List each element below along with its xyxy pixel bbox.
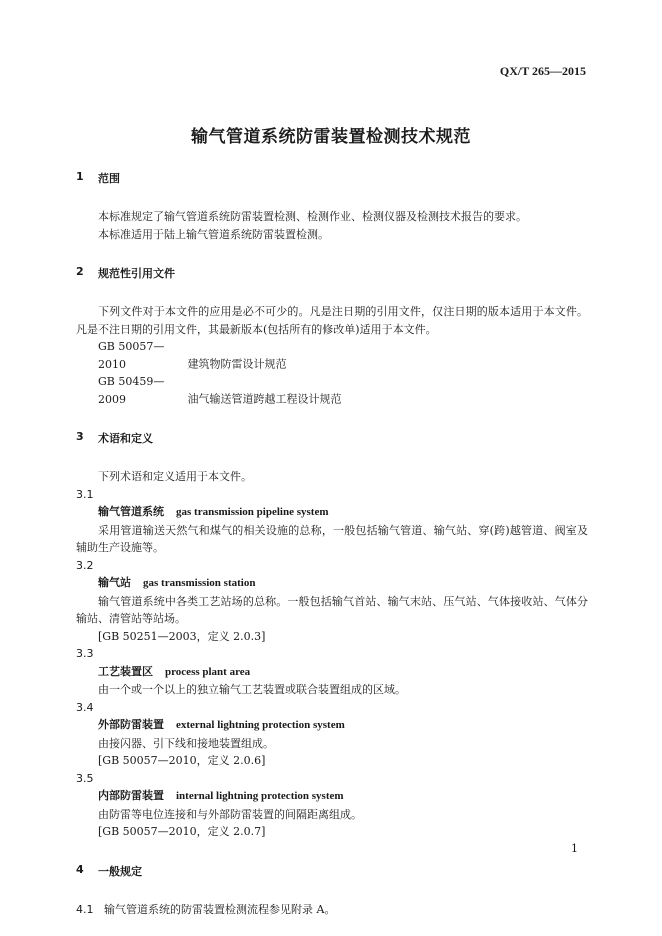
clause-4-1 <box>76 901 588 919</box>
section-title: 规范性引用文件 <box>98 267 175 280</box>
term-name <box>76 716 588 735</box>
section-number: 2 <box>76 265 84 278</box>
standard-code: QX/T 265—2015 <box>499 64 586 78</box>
section-3-heading <box>76 430 588 446</box>
section-number: 1 <box>76 170 84 183</box>
paragraph: 本标准规定了输气管道系统防雷装置检测、检测作业、检测仪器及检测技术报告的要求。 <box>98 210 527 223</box>
term-name-en: external lightning protection system <box>176 719 345 731</box>
term-definition: 由防雷等电位连接和与外部防雷装置的间隔距离组成。 <box>98 807 362 821</box>
page-number: 1 <box>571 842 578 855</box>
term-name-en: gas transmission station <box>143 577 256 589</box>
section-2-heading <box>76 265 588 281</box>
section-title: 范围 <box>98 172 120 185</box>
term-definition: 采用管道输送天然气和煤气的相关设施的总称，一般包括输气管道、输气站、穿(跨)越管道、阀室及辅助生产设施等。 <box>76 523 588 554</box>
term-number: 3.2 <box>76 558 94 572</box>
term-number: 3.3 <box>76 647 94 660</box>
term-name <box>76 663 588 682</box>
term-name-zh: 输气管道系统 <box>98 505 164 518</box>
reference-name: 建筑物防雷设计规范 <box>187 357 287 371</box>
paragraph: 本标准适用于陆上输气管道系统防雷装置检测。 <box>98 227 329 241</box>
term-name-en: process plant area <box>165 665 251 678</box>
term-number: 3.1 <box>76 487 94 501</box>
reference-name: 油气输送管道跨越工程设计规范 <box>187 392 342 406</box>
term-number: 3.4 <box>76 700 94 714</box>
reference-code: GB 50459—2009 <box>98 375 165 406</box>
section-4-heading <box>76 863 588 879</box>
term-name-en: gas transmission pipeline system <box>176 506 329 518</box>
reference-item <box>76 373 588 408</box>
section-title: 术语和定义 <box>98 432 153 445</box>
term-definition: 由接闪器、引下线和接地装置组成。 <box>98 736 274 750</box>
term-source: [GB 50057—2010，定义 2.0.7] <box>98 825 266 838</box>
paragraph: 下列术语和定义适用于本文件。 <box>98 470 252 483</box>
reference-item <box>76 338 588 373</box>
document-title: 输气管道系统防雷装置检测技术规范 <box>191 127 471 147</box>
term-definition: 输气管道系统中各类工艺站场的总称。一般包括输气首站、输气末站、压气站、气体接收站、气体分输站、清管站等站场。 <box>76 594 588 625</box>
clause-text: 输气管道系统的防雷装置检测流程参见附录 A。 <box>104 902 336 916</box>
section-number: 4 <box>76 862 84 876</box>
term-name-zh: 外部防雷装置 <box>98 718 164 731</box>
term-name <box>76 503 588 522</box>
term-name-zh: 内部防雷装置 <box>98 789 164 802</box>
term-definition: 由一个或一个以上的独立输气工艺装置或联合装置组成的区域。 <box>98 683 406 696</box>
section-1-heading <box>76 170 588 186</box>
section-title: 一般规定 <box>98 864 142 878</box>
term-source: [GB 50057—2010，定义 2.0.6] <box>98 754 266 767</box>
document-body <box>76 170 588 918</box>
term-source: [GB 50251—2003，定义 2.0.3] <box>98 629 266 643</box>
term-name-zh: 工艺装置区 <box>98 664 153 678</box>
term-name <box>76 787 588 806</box>
reference-code: GB 50057—2010 <box>98 340 165 371</box>
term-number: 3.5 <box>76 771 94 785</box>
paragraph: 下列文件对于本文件的应用是必不可少的。凡是注日期的引用文件，仅注日期的版本适用于本文件。凡是不注日期的引用文件，其最新版本(包括所有的修改单)适用于本文件。 <box>76 305 588 336</box>
term-name-en: internal lightning protection system <box>176 790 344 802</box>
term-name-zh: 输气站 <box>98 576 131 589</box>
section-number: 3 <box>76 430 84 443</box>
term-name <box>76 574 588 593</box>
clause-number: 4.1 <box>76 902 94 916</box>
